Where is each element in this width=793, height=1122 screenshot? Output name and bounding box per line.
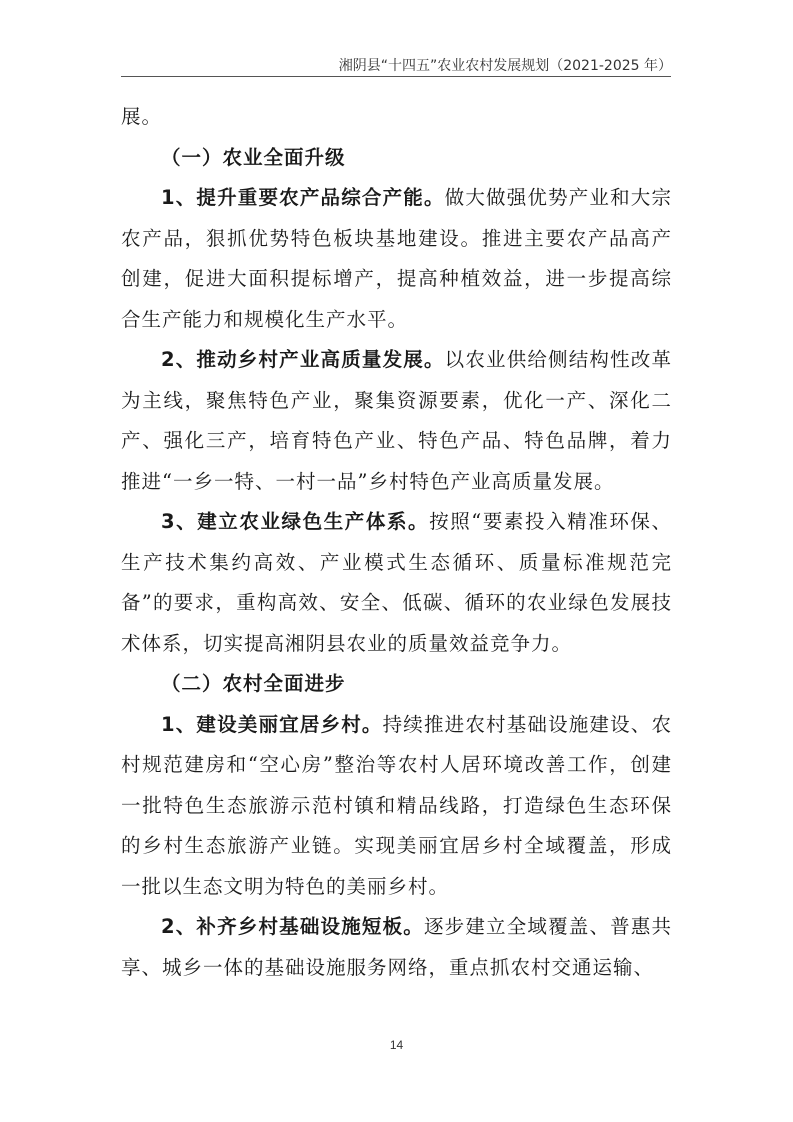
page-number: 14 bbox=[389, 1038, 404, 1052]
carry-over-text: 展。 bbox=[121, 105, 163, 128]
paragraph-text: 逐步建立全域覆盖、普惠共享、城乡一体的基础设施服务网络，重点抓农村交通运输、 bbox=[121, 915, 672, 979]
running-header-title: 湘阴县“十四五”农业农村发展规划（2021-2025 年） bbox=[338, 58, 672, 74]
paragraph-1-1 bbox=[121, 178, 672, 340]
section-heading-1: （一）农业全面升级 bbox=[161, 145, 346, 169]
header-divider bbox=[121, 76, 671, 77]
paragraph-2-2 bbox=[121, 907, 672, 988]
paragraph-lead: 3、建立农业绿色生产体系。 bbox=[161, 510, 430, 533]
paragraph-lead: 1、提升重要农产品综合产能。 bbox=[161, 186, 445, 209]
paragraph-lead: 2、补齐乡村基础设施短板。 bbox=[161, 915, 424, 938]
paragraph-1-3 bbox=[121, 502, 672, 664]
paragraph-lead: 2、推动乡村产业高质量发展。 bbox=[161, 348, 445, 371]
paragraph-text: 做大做强优势产业和大宗农产品，狠抓优势特色板块基地建设。推进主要农产品高产创建，促进大面积提标增产，提高种植效益，进一步提高综合生产能力和规模化生产水平。 bbox=[121, 186, 672, 331]
paragraph-lead: 1、建设美丽宜居乡村。 bbox=[161, 712, 383, 736]
page-body bbox=[121, 97, 672, 988]
paragraph-2-1 bbox=[121, 705, 672, 908]
section-heading-2: （二）农村全面进步 bbox=[161, 672, 346, 695]
paragraph-text: 以农业供给侧结构性改革为主线，聚焦特色产业，聚集资源要素，优化一产、深化二产、强化三产，培育特色产业、特色产品、特色品牌，着力推进“一乡一特、一村一品”乡村特色产业高质量发展。 bbox=[121, 348, 672, 493]
paragraph-text: 按照“要素投入精准环保、生产技术集约高效、产业模式生态循环、质量标准规范完备”的要求，重构高效、安全、低碳、循环的农业绿色发展技术体系，切实提高湘阴县农业的质量效益竞争力。 bbox=[121, 510, 672, 655]
paragraph-1-2 bbox=[121, 340, 672, 502]
paragraph-text: 持续推进农村基础设施建设、农村规范建房和“空心房”整治等农村人居环境改善工作，创建一批特色生态旅游示范村镇和精品线路，打造绿色生态环保的乡村生态旅游产业链。实现美丽宜居乡村全域覆盖，形成一批以生态文明为特色的美丽乡村。 bbox=[121, 712, 672, 898]
